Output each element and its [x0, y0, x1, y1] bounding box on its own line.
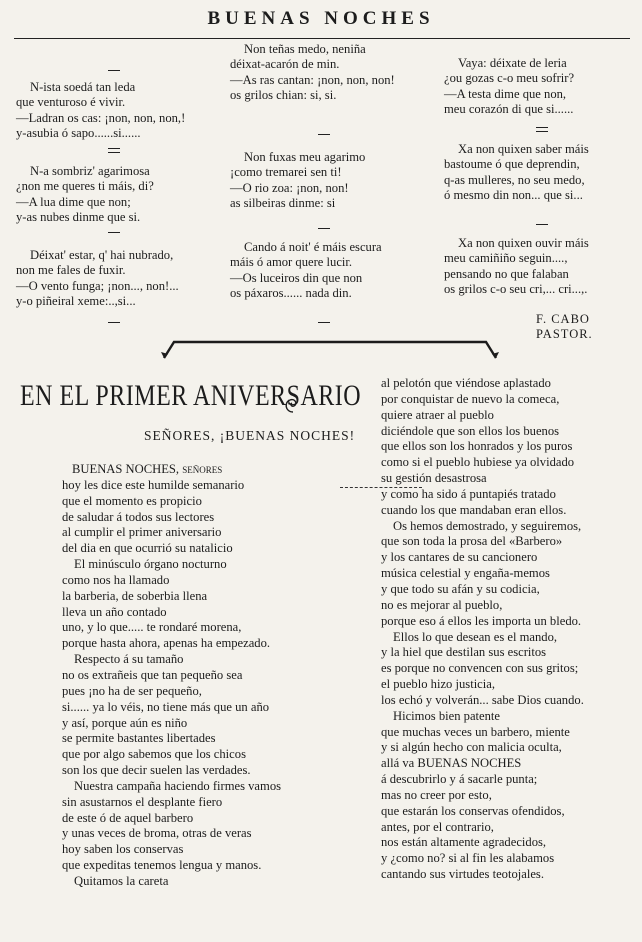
- verse-line: os grilos c-o seu cri,... cri...,.: [444, 282, 588, 297]
- verse-line: pensando no que falaban: [444, 266, 569, 281]
- verse-line: y-asubia ó sapo......si......: [16, 126, 141, 141]
- verse-line: N-ista soedá tan leda: [30, 80, 136, 94]
- text-line: á descubrirlo y á sacarle punta;: [381, 772, 538, 787]
- text-line: no es mejorar al pueblo,: [381, 597, 503, 612]
- text-line: y como ha sido á puntapiés tratado: [381, 486, 556, 501]
- stanza-dash: [318, 322, 330, 323]
- verse-line: os páxaros...... nada din.: [230, 286, 352, 301]
- article-subheading: SEÑORES, ¡BUENAS NOCHES!: [144, 428, 356, 443]
- verse-line: —O vento funga; ¡non..., non!...: [16, 278, 179, 293]
- stanza-divider: [108, 148, 120, 153]
- stanza-dash: [536, 224, 548, 225]
- verse-line: non me fales de fuxir.: [16, 263, 126, 278]
- verse-line: Déixat' estar, q' hai nubrado,: [30, 248, 174, 262]
- verse-line: —As ras cantan: ¡non, non, non!: [230, 72, 395, 87]
- verse-line: ¿non me queres ti máis, di?: [16, 179, 154, 194]
- verse-line: —O rio zoa: ¡non, non!: [230, 180, 349, 195]
- text-line: Respecto á su tamaño: [74, 652, 184, 667]
- article-col-right: [381, 376, 584, 883]
- verse-line: —Os luceiros din que non: [230, 270, 363, 285]
- text-line: BUENAS NOCHES, señores: [72, 462, 223, 476]
- verse-line: —Ladran os cas: ¡non, non, non,!: [16, 110, 186, 125]
- masthead-rule: [14, 38, 630, 39]
- text-line: de saludar á todos sus lectores: [62, 509, 215, 524]
- verse-line: ¿ou gozas c-o meu sofrir?: [444, 71, 575, 86]
- verse-line: as silbeiras dinme: si: [230, 196, 336, 211]
- stanza-dash: [108, 322, 120, 323]
- verse-line: que venturoso é vivir.: [16, 95, 126, 110]
- text-line: Ellos lo que desean es el mando,: [393, 629, 558, 644]
- text-line: hoy les dice este humilde semanario: [62, 477, 245, 492]
- text-line: son los que decir suelen las verdades.: [62, 763, 251, 778]
- text-line: que estarán los conservas ofendidos,: [381, 803, 565, 818]
- verse-line: meu camiñiño seguin....,: [444, 251, 568, 266]
- text-line: allá va BUENAS NOCHES: [381, 756, 522, 771]
- stanza-divider: [536, 127, 548, 132]
- verse-line: ¡como tremarei sen ti!: [230, 165, 342, 180]
- verse-line: Cando á noit' é máis escura: [244, 240, 382, 254]
- poem-col3-stanza2: [444, 142, 589, 204]
- text-line: lleva un año contado: [62, 604, 167, 619]
- verse-line: Vaya: déixate de leria: [458, 56, 567, 70]
- verse-line: —A lua dime que non;: [16, 194, 131, 209]
- text-line: los echó y volverán... sabe Dios cuando.: [381, 692, 584, 707]
- text-line: su gestión desastrosa: [381, 471, 487, 486]
- verse-line: os grilos chian: si, si.: [230, 88, 337, 103]
- text-line: porque eso á ellos les importa un bledo.: [381, 613, 582, 628]
- text-line: como nos ha llamado: [62, 572, 170, 587]
- text-line: por conquistar de nuevo la comeca,: [381, 391, 560, 406]
- text-line: uno, y lo que..... te rondaré morena,: [62, 620, 242, 635]
- text-line: que muchas veces un barbero, miente: [381, 724, 570, 739]
- text-line: diciéndole que son ellos los buenos: [381, 423, 560, 438]
- text-line: del dia en que ocurrió su natalicio: [62, 541, 233, 556]
- text-line: y la hiel que destilan sus escritos: [381, 645, 547, 660]
- verse-line: Xa non quixen saber máis: [458, 142, 589, 156]
- verse-line: q-as mulleres, no seu medo,: [444, 172, 585, 187]
- stanza-dash: [318, 228, 330, 229]
- text-line: es porque no convencen con sus gritos;: [381, 661, 579, 676]
- text-line: se permite bastantes libertades: [62, 731, 216, 746]
- verse-line: meu corazón di que si......: [444, 102, 574, 117]
- text-line: de este ó de aquel barbero: [62, 810, 194, 825]
- text-line: quiere atraer al pueblo: [381, 407, 494, 422]
- poem-col1-stanza1: [16, 80, 185, 142]
- poem-col2-stanza2: [230, 150, 365, 212]
- text-line: Quitamos la careta: [74, 873, 169, 888]
- verse-line: bastoume ó que deprendin,: [444, 157, 580, 172]
- text-line: Os hemos demostrado, y seguiremos,: [393, 518, 582, 533]
- verse-line: —A testa dime que non,: [444, 86, 567, 101]
- heading-swirl: [282, 392, 304, 414]
- masthead-title: BUENAS NOCHES: [207, 8, 435, 29]
- text-line: y así, porque aún es niño: [62, 715, 188, 730]
- verse-line: déixat-acarón de min.: [230, 57, 340, 72]
- verse-line: Xa non quixen ouvir máis: [458, 236, 589, 250]
- verse-line: y-as nubes dinme que si.: [16, 210, 141, 225]
- text-line: y ¿como no? si al fin les alabamos: [381, 851, 555, 866]
- poem-col2-stanza3: [230, 240, 382, 302]
- text-line: Nuestra campaña haciendo firmes vamos: [74, 778, 282, 793]
- poem-col2-stanza1: [230, 42, 395, 104]
- text-line: música celestial y engaña-memos: [381, 566, 550, 581]
- text-line: El minúsculo órgano nocturno: [74, 557, 227, 572]
- ornament-divider: [160, 336, 500, 362]
- print-dash-mark: [340, 487, 422, 488]
- poem-signature: F. CABO PASTOR.: [536, 312, 593, 341]
- verse-line: N-a sombriz' agarimosa: [30, 164, 150, 178]
- article-heading: EN EL PRIMER ANIVERSARIO: [20, 380, 362, 413]
- text-line: hoy saben los conservas: [62, 842, 184, 857]
- poem-col3-stanza3: [444, 236, 589, 298]
- text-line: si...... ya lo véis, no tiene más que un año: [62, 699, 270, 714]
- stanza-dash: [108, 232, 120, 233]
- stanza-dash: [318, 134, 330, 135]
- text-line: y unas veces de broma, otras de veras: [62, 826, 252, 841]
- text-line: al pelotón que viéndose aplastado: [381, 376, 551, 390]
- text-line: el pueblo hizo justicia,: [381, 677, 496, 692]
- text-line: Hicimos bien patente: [393, 708, 501, 723]
- poem-col1-stanza3: [16, 248, 179, 310]
- poem-col3-stanza1: [444, 56, 574, 118]
- text-line: como si el pueblo hubiese ya olvidado: [381, 455, 575, 470]
- verse-line: Non fuxas meu agarimo: [244, 150, 366, 164]
- text-line: cuando los que mandaban eran ellos.: [381, 502, 567, 517]
- text-line: y si algún hecho con malicia oculta,: [381, 740, 562, 755]
- text-line: y los cantares de su cancionero: [381, 550, 538, 565]
- poem-col1-stanza2: [16, 164, 154, 226]
- text-line: nos están altamente agradecidos,: [381, 835, 547, 850]
- text-line: y que todo su afán y su codicia,: [381, 581, 540, 596]
- text-line: que son toda la prosa del «Barbero»: [381, 534, 563, 549]
- text-line: antes, por el contrario,: [381, 819, 494, 834]
- text-line: mas no creer por esto,: [381, 787, 492, 802]
- article-col-left: [62, 462, 281, 890]
- text-line: porque hasta ahora, apenas ha empezado.: [62, 636, 271, 651]
- stanza-dash: [108, 70, 120, 71]
- verse-line: Non teñas medo, neniña: [244, 42, 366, 56]
- verse-line: máis ó amor quere lucir.: [230, 255, 353, 270]
- text-line: la barberia, de soberbia llena: [62, 588, 208, 603]
- text-line: al cumplir el primer aniversario: [62, 525, 222, 540]
- text-line: no os extrañeis que tan pequeño sea: [62, 667, 243, 682]
- text-line: que el momento es propicio: [62, 493, 202, 508]
- text-line: pues ¡no ha de ser pequeño,: [62, 683, 202, 698]
- text-line: sin asustarnos el desplante fiero: [62, 794, 223, 809]
- text-line: cantando sus virtudes teotojales.: [381, 867, 544, 882]
- text-line: que expeditas tenemos lengua y manos.: [62, 858, 262, 873]
- text-line: que ellos son los honrados y los puros: [381, 439, 573, 454]
- verse-line: ó mesmo din non... que si...: [444, 188, 583, 203]
- verse-line: y-o piñeiral xeme:..,si...: [16, 294, 136, 309]
- text-line: que por algo sabemos que los chicos: [62, 747, 246, 762]
